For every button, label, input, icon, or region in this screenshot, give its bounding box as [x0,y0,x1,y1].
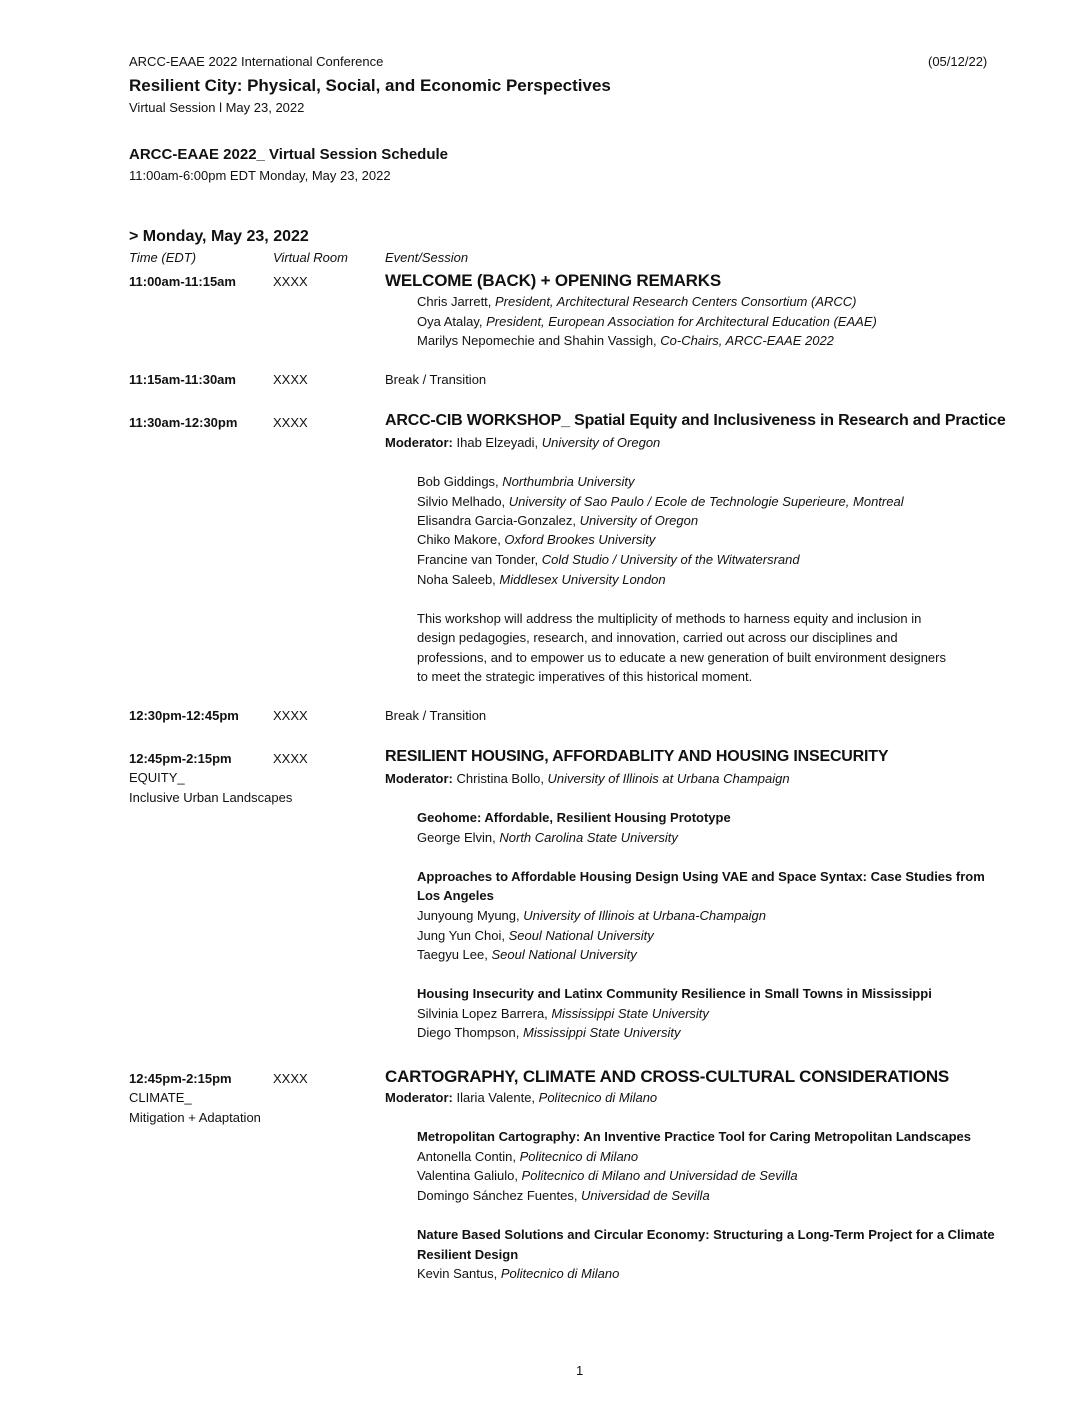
workshop-description: professions, and to empower us to educate a new generation of built environment designers [417,650,946,665]
paper-title: Geohome: Affordable, Resilient Housing Prototype [417,810,731,825]
session-title: WELCOME (BACK) + OPENING REMARKS [385,271,721,290]
session-time: 12:45pm-2:15pm [129,751,232,766]
speaker-line: Oya Atalay, President, European Association for Architectural Education (EAAE) [417,314,877,329]
column-header-room: Virtual Room [273,250,348,265]
break-room: XXXX [273,372,308,387]
speaker-line: Chris Jarrett, President, Architectural Research Centers Consortium (ARCC) [417,294,857,309]
moderator-line: Moderator: Christina Bollo, University of Illinois at Urbana Champaign [385,771,790,786]
workshop-description: to meet the strategic imperatives of this historical moment. [417,669,753,684]
workshop-description: This workshop will address the multiplicity of methods to harness equity and inclusion in [417,611,922,626]
break-label: Break / Transition [385,372,487,387]
session-room: XXXX [273,1071,308,1086]
speaker-line: Silvio Melhado, University of Sao Paulo / Ecole de Technologie Superieure, Montreal [417,494,904,509]
author-line: Silvinia Lopez Barrera, Mississippi State University [417,1006,709,1021]
workshop-description: design pedagogies, research, and innovation, carried out across our disciplines and [417,630,898,645]
author-line: Taegyu Lee, Seoul National University [417,947,637,962]
page-number: 1 [576,1363,584,1378]
speaker-line: Noha Saleeb, Middlesex University London [417,572,666,587]
author-line: Antonella Contin, Politecnico di Milano [417,1149,639,1164]
break-label: Break / Transition [385,708,487,723]
session-title: ARCC-CIB WORKSHOP_ Spatial Equity and Inclusiveness in Research and Practice [385,412,1006,429]
paper-title: Metropolitan Cartography: An Inventive Practice Tool for Caring Metropolitan Landscapes [417,1129,972,1144]
session-time: 12:45pm-2:15pm [129,1071,232,1086]
author-line: Diego Thompson, Mississippi State University [417,1025,681,1040]
speaker-line: Chiko Makore, Oxford Brookes University [417,532,656,547]
speaker-line: Bob Giddings, Northumbria University [417,474,635,489]
column-header-event: Event/Session [385,250,469,265]
track-subtitle: Inclusive Urban Landscapes [129,790,293,805]
session-room: XXXX [273,415,308,430]
day-heading: > Monday, May 23, 2022 [129,228,309,245]
document-title: Resilient City: Physical, Social, and Economic Perspectives [129,76,611,95]
track-subtitle: Mitigation + Adaptation [129,1110,261,1125]
author-line: Kevin Santus, Politecnico di Milano [417,1266,620,1281]
author-line: Valentina Galiulo, Politecnico di Milano and Universidad de Sevilla [417,1168,798,1183]
break-time: 11:15am-11:30am [129,372,236,387]
speaker-line: Francine van Tonder, Cold Studio / University of the Witwatersrand [417,552,800,567]
moderator-line: Moderator: Ilaria Valente, Politecnico di Milano [385,1090,658,1105]
session-time: 11:30am-12:30pm [129,415,238,430]
track-name: EQUITY_ [129,770,185,785]
session-title: RESILIENT HOUSING, AFFORDABLITY AND HOUSING INSECURITY [385,748,889,765]
speaker-line: Marilys Nepomechie and Shahin Vassigh, Co-Chairs, ARCC-EAAE 2022 [417,333,834,348]
column-header-time: Time (EDT) [129,250,197,265]
schedule-hours: 11:00am-6:00pm EDT Monday, May 23, 2022 [129,168,391,183]
revision-date: (05/12/22) [928,54,988,69]
paper-title-continued: Los Angeles [417,888,494,903]
schedule-title: ARCC-EAAE 2022_ Virtual Session Schedule [129,146,448,163]
paper-title: Nature Based Solutions and Circular Economy: Structuring a Long-Term Project for a Climate [417,1227,995,1242]
speaker-line: Elisandra Garcia-Gonzalez, University of Oregon [417,513,699,528]
session-room: XXXX [273,274,308,289]
session-room: XXXX [273,751,308,766]
paper-title: Housing Insecurity and Latinx Community Resilience in Small Towns in Mississippi [417,986,932,1001]
moderator-line: Moderator: Ihab Elzeyadi, University of Oregon [385,435,661,450]
author-line: Domingo Sánchez Fuentes, Universidad de Sevilla [417,1188,710,1203]
conference-name: ARCC-EAAE 2022 International Conference [129,54,384,69]
document-subtitle: Virtual Session l May 23, 2022 [129,100,305,115]
break-time: 12:30pm-12:45pm [129,708,239,723]
author-line: George Elvin, North Carolina State University [417,830,678,845]
break-room: XXXX [273,708,308,723]
author-line: Junyoung Myung, University of Illinois at Urbana-Champaign [417,908,767,923]
paper-title-continued: Resilient Design [417,1247,519,1262]
session-title: CARTOGRAPHY, CLIMATE AND CROSS-CULTURAL CONSIDERATIONS [385,1067,950,1086]
session-time: 11:00am-11:15am [129,274,236,289]
author-line: Jung Yun Choi, Seoul National University [417,928,654,943]
track-name: CLIMATE_ [129,1090,192,1105]
paper-title: Approaches to Affordable Housing Design Using VAE and Space Syntax: Case Studies from [417,869,985,884]
